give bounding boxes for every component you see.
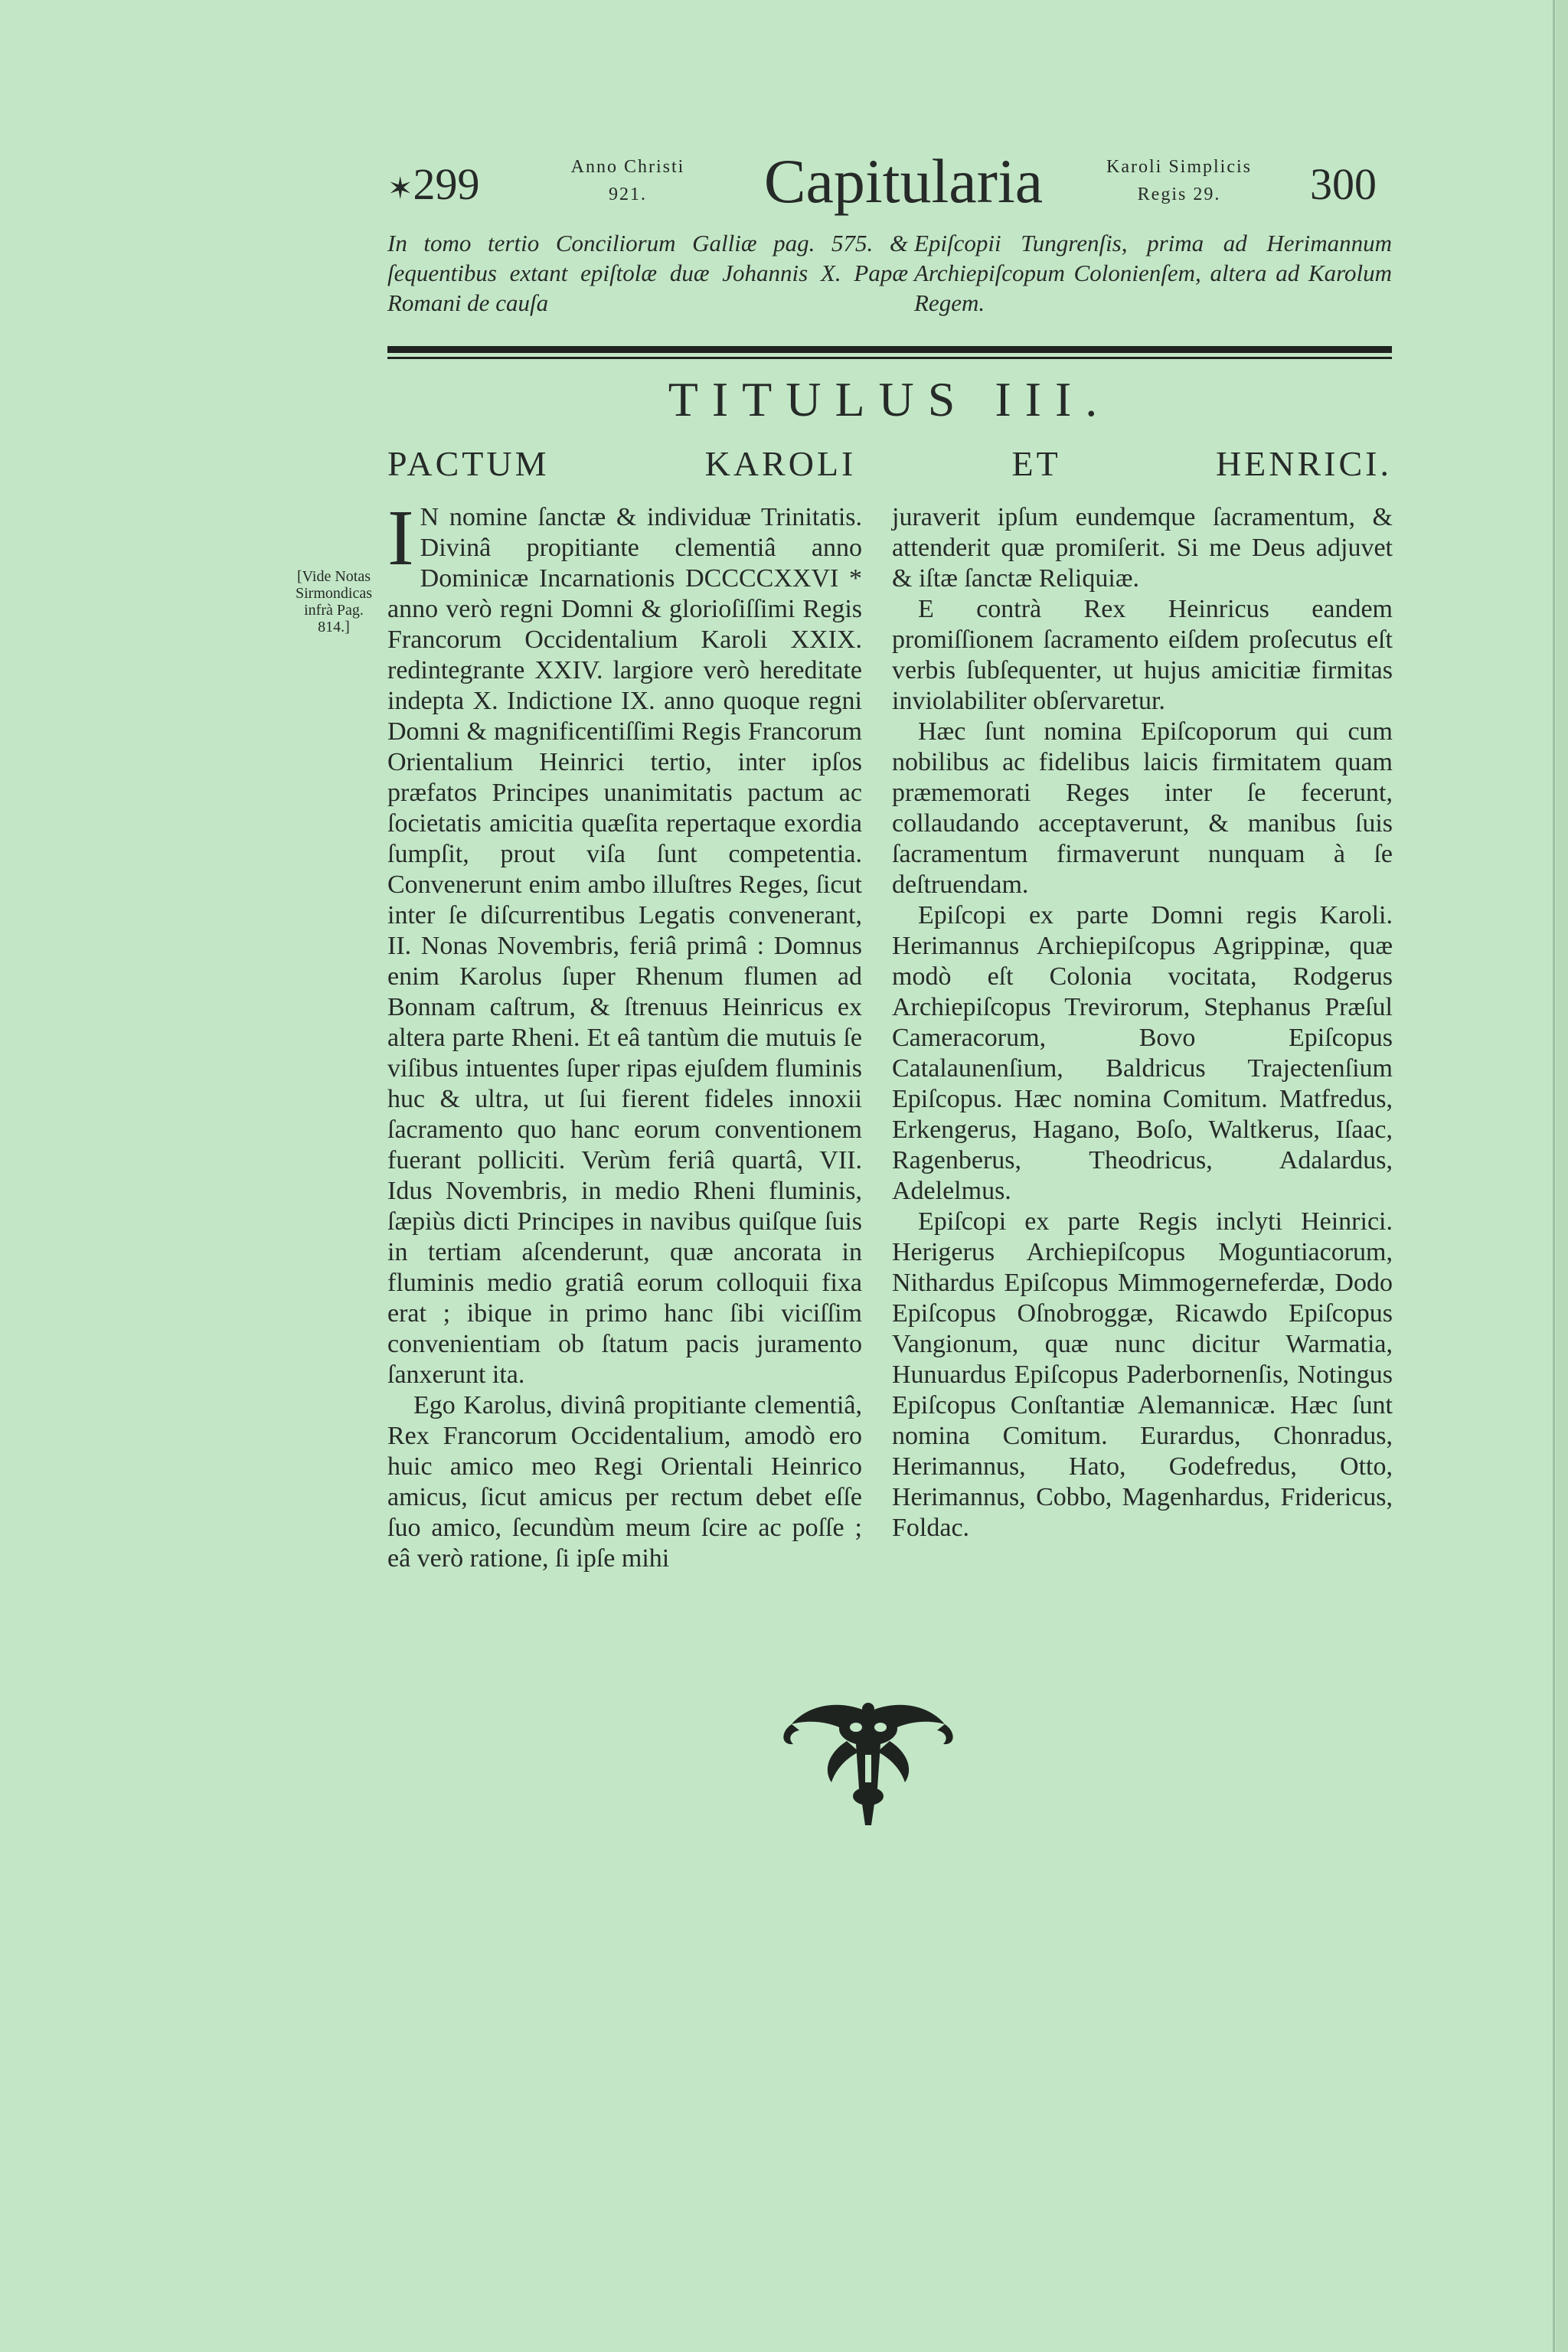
subtitle-word: PACTUM [387,444,550,483]
intro-note-right: Epiſcopii Tungrenſis, prima ad Herimannum Archiepiſcopum Colonienſem, altera ad Karolum Regem. [914,230,1392,316]
double-rule-thin [387,357,1392,359]
section-subtitle [387,446,1392,482]
paragraph: E contrà Rex Heinricus eandem promiſſionem ſacramento eiſdem proſecutus eſt verbis ſubſequenter, ut hujus amicitiæ firmitas inviolabiliter obſervaretur. [892,595,1393,715]
asterisk-mark-icon: ✶ [387,171,413,206]
double-rule-thick [387,346,1392,353]
paragraph: juraverit ipſum eundemque ſacramentum, & attenderit quæ promiſerit. Si me Deus adjuvet & iſtæ ſanctæ Reliquiæ. [892,503,1393,593]
right-column [892,502,1393,1544]
paragraph: Epiſcopi ex parte Domni regis Karoli. Herimannus Archiepiſcopus Agrippinæ, quæ modò eſt Colonia vocitata, Rodgerus Archiepiſcopus Trevirorum, Stephanus Præſul Cameracorum, Bovo Epiſcopus Catalaunenſium, Baldricus Trajectenſium Epiſcopus. Hæc nomina Comitum. Matfredus, Erkengerus, Hagano, Boſo, Waltkerus, Iſaac, Ragenberus, Theodricus, Adalardus, Adelelmus. [892,901,1393,1205]
running-head-anno [528,153,727,208]
page-edge [1556,0,1568,2352]
page-number-right: 300 [1310,159,1377,209]
running-head-title: Capitularia [763,146,1044,216]
left-column [387,494,862,1574]
paragraph: Hæc ſunt nomina Epiſcoporum qui cum nobilibus ac fidelibus laicis firmitatem quam præmemorati Reges inter ſe fecerunt, collaudando acceptaverunt, & manibus ſuis ſacramentum firmaverunt nunquam à ſe deſtruendam. [892,717,1393,899]
anno-year: 921. [609,185,647,204]
running-head-karoli [1064,153,1294,208]
paragraph: Ego Karolus, divinâ propitiante clementiâ, Rex Francorum Occidentalium, amodò ero huic amico meo Regi Orientali Heinrico amicus, ſicut amicus per rectum debet eſſe ſuo amico, ſecundùm meum ſcire ac poſſe ; eâ verò ratione, ſi ipſe mihi [387,1391,862,1573]
paragraph-text: N nomine ſanctæ & individuæ Trinitatis. Divinâ propitiante clementiâ anno Dominicæ Incarnationis DCCCCXXVI * anno verò regni Domni & glorioſiſſimi Regis Francorum Occidentalium Karoli XXIX. redintegrante XXIV. largiore verò hereditate indepta X. Indictione IX. anno quoque regni Domni & magnificentiſſimi Regis Francorum Orientalium Heinrici tertio, inter ipſos præfatos Principes unanimitatis pactum ac ſocietatis amicitia quæſita repertaque exordia ſumpſit, prout viſa ſunt competentia. Convenerunt enim ambo illuſtres Reges, ſicut inter ſe diſcurrentibus Legatis convenerant, II. Nonas Novembris, feriâ primâ : Domnus enim Karolus ſuper Rhenum flumen ad Bonnam caſtrum, & ſtrenuus Heinricus ex altera parte Rheni. Et eâ tantùm die mutuis ſe viſibus intuentes ſuper ripas ejuſdem fluminis huc & ultra, ut ſui fierent fideles innoxii ſacramento quo hanc eorum conventionem fuerant polliciti. Verùm feriâ quartâ, VII. Idus Novembris, in medio Rheni fluminis, ſæpiùs dicti Principes in navibus quiſque ſuis in tertiam aſcenderunt, quæ ancorata in fluminis medio gratiâ eorum colloquii fixa erat ; ibique in primo hanc ſibi viciſſim convenientiam ob ſtatum pacis juramento ſanxerunt ita. [387,503,862,1389]
subtitle-word: ET [1011,444,1060,483]
subtitle-word: HENRICI. [1215,444,1392,483]
page-number-left-text: 299 [413,159,480,209]
paragraph [387,494,862,1390]
margin-note: [Vide Notas Sirmondicas infrà Pag. 814.] [296,568,372,635]
intro-note-left: In tomo tertio Conciliorum Galliæ pag. 575. & ſequentibus extant epiſtolæ duæ Johannis X. Papæ Romani de cauſa [387,230,908,316]
page-edge-line [1553,0,1555,2352]
regis-year: Regis 29. [1137,185,1221,204]
subtitle-word: KAROLI [704,444,857,483]
drop-cap: I [387,494,414,582]
section-title: TITULUS III. [668,372,1112,426]
fleuron-ornament-icon [776,1698,960,1828]
anno-christi-label: Anno Christi [570,157,685,177]
karoli-simplicis-label: Karoli Simplicis [1106,157,1252,177]
paragraph: Epiſcopi ex parte Regis inclyti Heinrici. Herigerus Archiepiſcopus Moguntiacorum, Nithardus Epiſcopus Mimmogerneferdæ, Dodo Epiſcopus Oſnobroggæ, Ricawdo Epiſcopus Vangionum, quæ nunc dicitur Warmatia, Hunuardus Epiſcopus Paderbornenſis, Notingus Epiſcopus Conſtantiæ Alemannicæ. Hæc ſunt nomina Comitum. Eurardus, Chonradus, Herimannus, Hato, Godefredus, Otto, Herimannus, Cobbo, Magenhardus, Fridericus, Foldac. [892,1207,1393,1542]
page-number-left [387,159,480,209]
